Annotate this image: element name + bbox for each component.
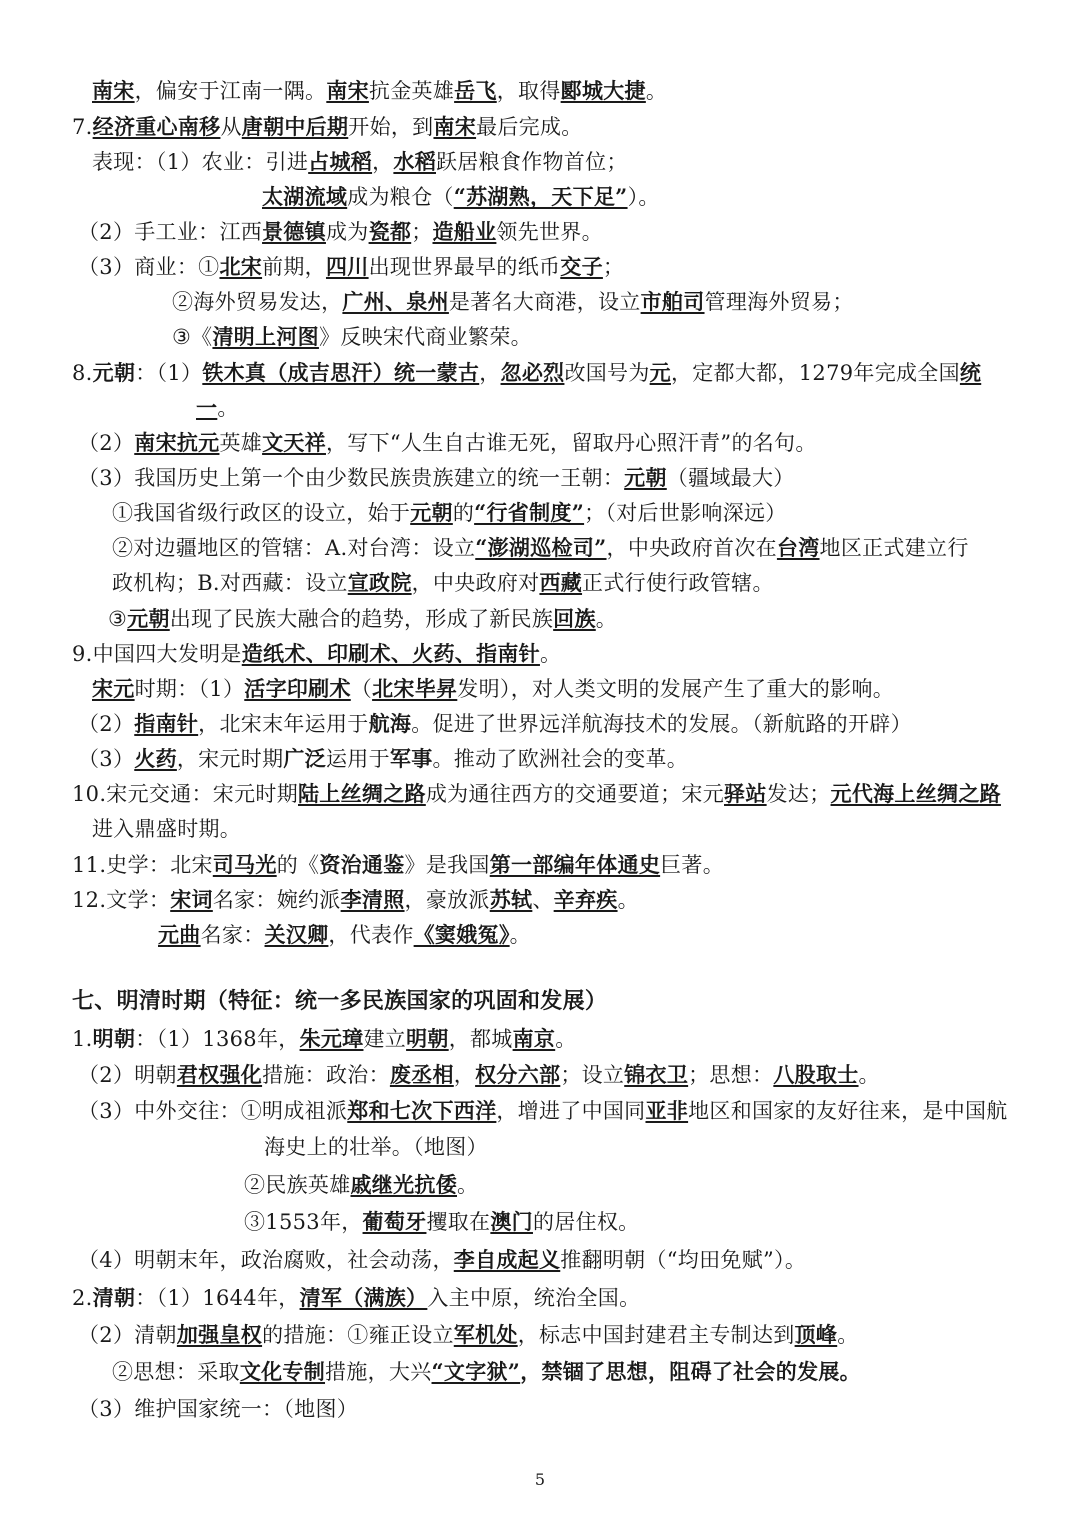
text-segment: ③ <box>108 607 128 631</box>
text-segment: ；设立 <box>560 1063 625 1087</box>
text-segment: 时期：（1） <box>134 677 245 701</box>
text-segment: 建立 <box>363 1027 407 1051</box>
text-segment: 军事 <box>389 746 433 771</box>
text-segment: ， <box>372 150 394 174</box>
text-segment: 名家：婉约派 <box>212 888 341 912</box>
text-segment: 最后完成。 <box>476 115 583 139</box>
key-term: 八股取士 <box>773 1062 859 1087</box>
key-term: 葡萄牙 <box>362 1209 427 1234</box>
text-segment: 成为通往西方的交通要道；宋元 <box>425 782 725 806</box>
key-term: 活字印刷术 <box>244 676 351 701</box>
text-segment: 的 <box>452 501 475 525</box>
text-segment: （疆域最大） <box>666 466 795 490</box>
key-term: 铁木真（成吉思汗）统一蒙古 <box>202 360 480 385</box>
text-segment: ）。 <box>627 185 660 209</box>
key-term: 关汉卿 <box>264 922 329 947</box>
text-segment: （2） <box>78 431 135 455</box>
text-segment: 》反映宋代商业繁荣。 <box>318 325 532 349</box>
text-segment: （ <box>350 677 373 701</box>
text-segment: （3）我国历史上第一个由少数民族贵族建立的统一王朝： <box>78 466 625 490</box>
text-segment: 、 <box>532 888 554 912</box>
key-term: 顶峰 <box>794 1322 838 1347</box>
text-segment: 2. <box>72 1286 93 1310</box>
text-segment: 正式行使行政管辖。 <box>582 571 774 595</box>
key-term: 清明上河图 <box>212 324 319 349</box>
text-segment: ， <box>479 361 501 385</box>
key-term: 南宋 <box>92 78 135 103</box>
text-segment: 名家： <box>200 923 265 947</box>
key-term: 广州、泉州 <box>342 289 449 314</box>
text-segment: 是著名大商港，设立 <box>448 290 641 314</box>
key-term: 一 <box>196 395 218 420</box>
text-segment: 巨著。 <box>660 853 725 877</box>
text-line <box>92 814 241 844</box>
text-segment: ：（1）1368年， <box>135 1027 300 1051</box>
text-segment: ②海外贸易发达， <box>172 290 343 314</box>
text-segment: 9.中国四大发明是 <box>72 642 242 666</box>
key-term: 废丞相 <box>389 1062 454 1087</box>
key-term: 市舶司 <box>640 289 705 314</box>
key-term: 陆上丝绸之路 <box>298 781 426 806</box>
key-term: 驿站 <box>724 781 767 806</box>
text-segment: ； <box>602 255 625 279</box>
key-term: “苏湖熟，天下足” <box>453 184 628 209</box>
key-term: 瓷都 <box>368 219 412 244</box>
text-line <box>78 463 795 493</box>
key-term: 文天祥 <box>262 430 326 455</box>
text-segment: 进入鼎盛时期。 <box>92 817 242 841</box>
text-segment: ：（1）1644年， <box>135 1286 300 1310</box>
key-term: 李自成起义 <box>453 1247 561 1272</box>
text-segment: （2）清朝 <box>78 1323 177 1347</box>
text-segment: 开始，到 <box>348 115 434 139</box>
text-segment: （3）商业：① <box>78 255 220 279</box>
text-segment: ：（1） <box>135 361 203 385</box>
text-line <box>172 322 532 352</box>
text-line <box>78 217 603 247</box>
text-segment: 。 <box>217 396 239 420</box>
text-segment: 。 <box>837 1323 859 1347</box>
key-term: 宋词 <box>170 887 213 912</box>
text-segment: ，北宋末年运用于 <box>198 712 369 736</box>
key-term: 四川 <box>325 254 369 279</box>
text-segment: 措施，大兴 <box>325 1360 432 1384</box>
key-term: 李清照 <box>340 887 405 912</box>
text-segment: 。 <box>555 1027 577 1051</box>
text-segment: 。 <box>617 888 639 912</box>
text-segment: ；（对后世影响深远） <box>584 501 787 525</box>
text-line <box>158 920 531 950</box>
text-segment: 清朝 <box>92 1285 136 1310</box>
key-term: 统 <box>959 360 982 385</box>
text-segment: 资治通鉴 <box>319 852 405 877</box>
key-term: 文化专制 <box>239 1359 326 1384</box>
page-number: 5 <box>534 1470 546 1489</box>
text-segment: 。 <box>595 607 618 631</box>
text-segment: 广泛 <box>283 746 326 771</box>
key-term: 交子 <box>560 254 603 279</box>
key-term: 辛弃疾 <box>553 887 618 912</box>
text-line <box>92 147 628 177</box>
key-term: 锦衣卫 <box>624 1062 689 1087</box>
text-line <box>72 1024 577 1054</box>
key-term: 明朝 <box>406 1026 449 1051</box>
text-line <box>78 1245 806 1275</box>
text-segment: 抗金英雄 <box>368 79 455 103</box>
text-segment: ③《 <box>172 325 213 349</box>
text-segment: 出现了民族大融合的趋势，形成了新民族 <box>169 607 554 631</box>
key-term: 西藏 <box>539 570 583 595</box>
text-segment: 出现世界最早的纸币 <box>368 255 561 279</box>
text-segment: 。 <box>645 79 668 103</box>
text-segment: 推翻明朝（“均田免赋”）。 <box>560 1248 807 1272</box>
text-line <box>108 604 617 634</box>
key-term: “澎湖巡检司” <box>475 535 607 560</box>
key-term: 元朝 <box>624 465 667 490</box>
key-term: 亚非 <box>645 1098 689 1123</box>
key-term: 指南针 <box>134 711 199 736</box>
key-term: 权分六部 <box>475 1062 561 1087</box>
text-segment: 。促进了世界远洋航海技术的发展。（新航路的开辟） <box>411 712 912 736</box>
key-term: 郑和七次下西洋 <box>347 1098 497 1123</box>
text-segment: ，代表作 <box>328 923 414 947</box>
text-segment: 跃居粮食作物首位； <box>436 150 628 174</box>
key-term: 清军（满族） <box>299 1285 428 1310</box>
key-term: 南京 <box>512 1026 556 1051</box>
text-segment: 。 <box>858 1063 880 1087</box>
text-segment: 表现：（1）农业：引进 <box>92 150 309 174</box>
text-segment: 明朝 <box>92 1026 136 1051</box>
key-term: 郾城大捷 <box>560 78 646 103</box>
key-term: 第一部编年体通史 <box>489 852 661 877</box>
key-term: 南宋 <box>326 78 369 103</box>
text-segment: 的居住权。 <box>532 1210 640 1234</box>
key-term: 占城稻 <box>308 149 373 174</box>
text-segment: 地区正式建立行 <box>819 536 969 560</box>
text-line <box>244 1170 478 1200</box>
key-term: 北宋毕昇 <box>372 676 458 701</box>
key-term: “行省制度” <box>474 500 585 525</box>
text-segment: 。推动了欧洲社会的变革。 <box>432 747 689 771</box>
text-line <box>78 1096 1008 1126</box>
text-segment: ，宋元时期 <box>176 747 284 771</box>
text-segment: 成为 <box>325 220 369 244</box>
text-line <box>112 533 969 563</box>
text-segment: ②对边疆地区的管辖：A.对台湾：设立 <box>112 536 476 560</box>
text-line <box>72 112 583 142</box>
key-term: 司马光 <box>212 852 277 877</box>
text-segment: ，增进了中国同 <box>496 1099 646 1123</box>
key-term: 唐朝中后期 <box>241 114 349 139</box>
text-line <box>72 358 981 388</box>
key-term: 苏轼 <box>489 887 533 912</box>
key-term: 军机处 <box>453 1322 518 1347</box>
text-line <box>78 709 912 739</box>
text-segment: 七、明清时期（特征：统一多民族国家的巩固和发展） <box>72 989 608 1014</box>
text-segment: （3）中外交往：①明成祖派 <box>78 1099 348 1123</box>
key-term: 元朝 <box>410 500 453 525</box>
text-segment: 8. <box>72 361 93 385</box>
text-line <box>72 850 724 880</box>
text-segment: ，取得 <box>496 79 561 103</box>
text-segment: 的《 <box>276 853 320 877</box>
text-segment: 地区和国家的友好往来，是中国航 <box>688 1099 1008 1123</box>
text-line <box>112 498 787 528</box>
text-segment: （4）明朝末年，政治腐败，社会动荡， <box>78 1248 454 1272</box>
key-term: 澳门 <box>490 1209 533 1234</box>
key-term: 《窦娥冤》 <box>413 922 510 947</box>
text-segment: 运用于 <box>325 747 390 771</box>
key-term: 元朝 <box>127 606 170 631</box>
text-line <box>78 744 688 774</box>
text-line <box>78 1320 859 1350</box>
text-segment: 从 <box>220 115 242 139</box>
text-segment: 发达； <box>766 782 831 806</box>
text-segment: ，禁锢了思想，阻碍了社会的发展。 <box>520 1359 861 1384</box>
text-segment: ，标志中国封建君主专制达到 <box>517 1323 795 1347</box>
text-segment: ②思想：采取 <box>112 1360 240 1384</box>
text-segment: ，偏安于江南一隅。 <box>134 79 327 103</box>
text-segment: 成为粮仓（ <box>347 185 454 209</box>
text-segment: ，中央政府对 <box>411 571 540 595</box>
text-line <box>262 182 660 212</box>
text-line <box>72 885 639 915</box>
key-term: 台湾 <box>776 535 820 560</box>
text-segment: ，都城 <box>448 1027 513 1051</box>
text-segment: 领先世界。 <box>496 220 603 244</box>
text-segment: 改国号为 <box>564 361 650 385</box>
text-segment: ； <box>411 220 433 244</box>
key-term: 南宋抗元 <box>134 430 220 455</box>
text-segment: 管理海外贸易； <box>704 290 854 314</box>
text-segment: 攫取在 <box>426 1210 491 1234</box>
text-segment: 7. <box>72 115 93 139</box>
key-term: 宋元 <box>92 676 135 701</box>
text-line <box>72 639 561 669</box>
text-line <box>72 779 1001 809</box>
key-term: 造船业 <box>432 219 497 244</box>
key-term: 景德镇 <box>262 219 326 244</box>
text-segment: ③1553年， <box>244 1210 363 1234</box>
text-line <box>112 568 774 598</box>
key-term: 造纸术、印刷术、火药、指南针 <box>241 641 540 666</box>
text-segment: ①我国省级行政区的设立，始于 <box>112 501 411 525</box>
text-segment: 11.史学：北宋 <box>72 853 213 877</box>
text-segment: （2） <box>78 712 135 736</box>
key-term: 火药 <box>134 746 177 771</box>
text-segment: ，写下“人生自古谁无死，留取丹心照汗青”的名句。 <box>325 431 817 455</box>
key-term: 君权强化 <box>176 1062 263 1087</box>
text-segment: 前期， <box>262 255 326 279</box>
key-term: 忽必烈 <box>500 360 565 385</box>
text-segment: 12.文学： <box>72 888 171 912</box>
text-segment: 海史上的壮举。（地图） <box>264 1135 488 1159</box>
text-segment: 10.宋元交通：宋元时期 <box>72 782 298 806</box>
key-term: 南宋 <box>433 114 477 139</box>
text-segment: 。 <box>457 1173 479 1197</box>
text-segment: （3）维护国家统一：（地图） <box>78 1397 359 1421</box>
text-line <box>172 287 854 317</box>
key-term: 朱元璋 <box>299 1026 364 1051</box>
key-term: 太湖流域 <box>262 184 348 209</box>
key-term: 回族 <box>553 606 596 631</box>
text-segment: 措施：政治： <box>262 1063 390 1087</box>
text-segment: 航海 <box>368 711 412 736</box>
key-term: 加强皇权 <box>176 1322 263 1347</box>
key-term: 宣政院 <box>347 570 412 595</box>
key-term: 水稻 <box>393 149 436 174</box>
text-line <box>244 1207 639 1237</box>
text-line <box>78 1060 880 1090</box>
key-term: “文字狱” <box>431 1359 521 1384</box>
text-segment: 英雄 <box>219 431 263 455</box>
text-segment: 1. <box>72 1027 93 1051</box>
key-term: 经济重心南移 <box>92 114 221 139</box>
text-line <box>92 674 894 704</box>
text-segment: 》是我国 <box>404 853 490 877</box>
text-segment: ②民族英雄 <box>244 1173 351 1197</box>
text-line <box>112 1357 861 1387</box>
key-term: 戚继光抗倭 <box>350 1172 457 1197</box>
key-term: 元 <box>649 360 671 385</box>
text-segment: 发明），对人类文明的发展产生了重大的影响。 <box>457 677 895 701</box>
text-segment: 。 <box>509 923 531 947</box>
section-heading <box>72 987 607 1017</box>
text-segment: ，定都大都，1279年完成全国 <box>670 361 960 385</box>
text-line <box>196 393 239 423</box>
text-segment: （3） <box>78 747 135 771</box>
text-segment: ，中央政府首次在 <box>606 536 777 560</box>
key-term: 元代海上丝绸之路 <box>830 781 1001 806</box>
text-segment: 元朝 <box>92 360 136 385</box>
text-segment: 。 <box>539 642 562 666</box>
text-segment: 的措施：①雍正设立 <box>262 1323 454 1347</box>
text-segment: （2）手工业：江西 <box>78 220 263 244</box>
text-line <box>78 252 624 282</box>
text-line <box>78 428 817 458</box>
text-line <box>72 1283 640 1313</box>
text-line <box>92 76 667 106</box>
text-segment: ；思想： <box>688 1063 774 1087</box>
text-segment: ，豪放派 <box>404 888 490 912</box>
key-term: 岳飞 <box>454 78 497 103</box>
text-line <box>264 1132 488 1162</box>
text-line <box>78 1394 358 1424</box>
key-term: 元曲 <box>158 922 201 947</box>
key-term: 北宋 <box>219 254 263 279</box>
text-segment: 政机构；B.对西藏：设立 <box>112 571 348 595</box>
text-segment: ， <box>453 1063 476 1087</box>
text-segment: 入主中原，统治全国。 <box>427 1286 641 1310</box>
text-segment: （2）明朝 <box>78 1063 177 1087</box>
